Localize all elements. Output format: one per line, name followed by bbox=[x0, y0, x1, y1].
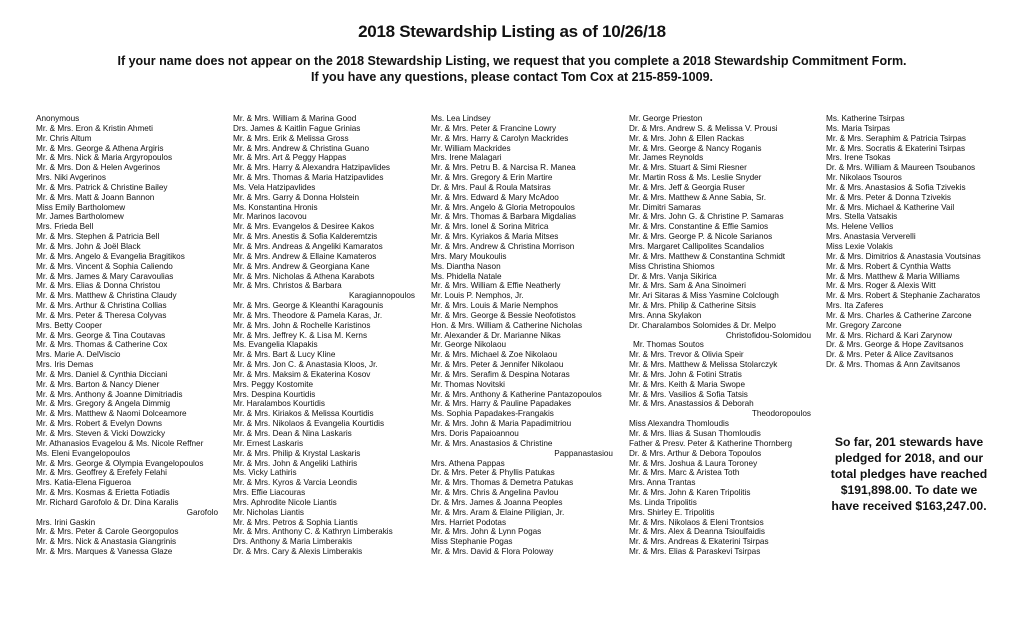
steward-column-3 bbox=[431, 114, 627, 557]
steward-column-2 bbox=[233, 114, 429, 557]
steward-name: Mrs. Stella Vatsakis bbox=[826, 212, 898, 222]
steward-name: Mr. & Mrs. Matthew & Naomi Dolceamore bbox=[36, 409, 187, 419]
steward-name: Mr. Nicholas Liantis bbox=[233, 507, 304, 517]
steward-name: Dr. & Mrs. Cary & Alexis Limberakis bbox=[233, 547, 363, 557]
steward-name: Mr. & Mrs. Nick & Maria Argyropoulos bbox=[36, 153, 173, 163]
steward-name: Mr. Ernest Laskaris bbox=[233, 438, 304, 448]
steward-name: Mr. & Mrs. Bart & Lucy Kline bbox=[233, 350, 336, 360]
steward-name: Mrs. Anastasia Ververelli bbox=[826, 232, 916, 242]
summary-line-4: $191,898.00. To date we bbox=[840, 483, 978, 497]
steward-name: Mr. & Mrs. George & Nancy Roganis bbox=[629, 143, 762, 153]
steward-name: Mrs. Anna Skylakon bbox=[629, 310, 702, 320]
steward-name: Ms. Eleni Evangelopoulos bbox=[36, 448, 131, 458]
intro-line-2: If you have any questions, please contact Tom Cox at 215-859-1009. bbox=[311, 70, 713, 84]
steward-name: Mr. & Mrs. Don & Helen Avgerinos bbox=[36, 163, 161, 173]
steward-name: Mrs. Anna Trantas bbox=[629, 478, 696, 488]
steward-name: Mr. & Mrs. George P. & Nicole Sarianos bbox=[629, 232, 773, 242]
steward-name: Mr. & Mrs. Robert & Stephanie Zacharatos bbox=[826, 291, 981, 301]
steward-name: Dr. & Mrs. James & Joanna Peoples bbox=[431, 497, 563, 507]
steward-name: Mr. & Mrs. Steven & Vicki Dowzicky bbox=[36, 429, 166, 438]
steward-name: Mr. & Mrs. Kyriakos & Maria Mitses bbox=[431, 232, 559, 242]
steward-name: Mrs. Effie Liacouras bbox=[233, 488, 306, 498]
steward-name: Mr. & Mrs. Edward & Mary McAdoo bbox=[431, 192, 559, 202]
steward-name: Mr. & Mrs. Philip & Krystal Laskaris bbox=[233, 448, 361, 458]
steward-name: Mr. & Mrs. Evangelos & Desiree Kakos bbox=[233, 222, 375, 232]
steward-name: Mr. & Mrs. John & Rochelle Karistinos bbox=[233, 320, 371, 330]
steward-name: Hon. & Mrs. William & Catherine Nicholas bbox=[431, 320, 583, 330]
steward-name: Mr. & Mrs. Stephen & Patricia Bell bbox=[36, 232, 160, 242]
steward-name: Mr. & Mrs. Maksim & Ekaterina Kosov bbox=[233, 369, 371, 379]
steward-name: Mr. & Mrs. Keith & Maria Swope bbox=[629, 379, 746, 389]
steward-name: Mr. & Mrs. Andrew & Ellaine Kamateros bbox=[233, 251, 377, 261]
steward-name: Mr. & Mrs. Peter & Theresa Colyvas bbox=[36, 310, 167, 320]
steward-name: Mr. & Mrs. Anastasios & Christine bbox=[431, 438, 553, 448]
steward-name: Mr. & Mrs. Elias & Paraskevi Tsirpas bbox=[629, 547, 761, 557]
steward-name: Mr. Dimitri Samaras bbox=[629, 202, 701, 212]
intro-line-1: If your name does not appear on the 2018 Stewardship Listing, we request that you complete a 2018 Stewardship Commitment Form. bbox=[117, 54, 907, 68]
steward-name: Mr. & Mrs. Christos & Barbara bbox=[233, 281, 342, 291]
steward-name: Dr. & Mrs. Vanja Sikirica bbox=[629, 271, 717, 281]
steward-name: Dr. Charalambos Solomides & Dr. Melpo bbox=[629, 320, 776, 330]
steward-name: Mr. & Mrs. Matthew & Christina Claudy bbox=[36, 291, 177, 301]
intro-text bbox=[0, 53, 1024, 85]
page-title: 2018 Stewardship Listing as of 10/26/18 bbox=[358, 22, 666, 41]
steward-name: Mr. Nikolaos Tsouros bbox=[826, 173, 902, 183]
steward-name: Mr. Thomas Novitski bbox=[431, 379, 506, 389]
steward-name: Mrs. Harriet Podotas bbox=[431, 517, 507, 527]
steward-name: Dr. & Mrs. Paul & Roula Matsiras bbox=[431, 182, 551, 192]
steward-name: Mrs. Athena Pappas bbox=[431, 458, 505, 468]
steward-name: Ms. Lea Lindsey bbox=[431, 114, 491, 123]
steward-name: Mr. & Mrs. William & Effie Neatherly bbox=[431, 281, 561, 291]
steward-name: Mr. & Mrs. Eron & Kristin Ahmeti bbox=[36, 123, 153, 133]
steward-name: Mr. & Mrs. George & Kleanthi Karagounis bbox=[233, 301, 384, 311]
steward-name: Dr. & Mrs. Arthur & Debora Topoulos bbox=[629, 448, 762, 458]
steward-name: Mr. Gregory Zarcone bbox=[826, 320, 902, 330]
steward-name: Mr. & Mrs. Constantine & Effie Samios bbox=[629, 222, 769, 232]
steward-name: Mr. & Mrs. Vincent & Sophia Caliendo bbox=[36, 261, 173, 271]
steward-name: Drs. Anthony & Maria Limberakis bbox=[233, 537, 353, 547]
steward-name: Ms. Helene Vellios bbox=[826, 222, 894, 232]
steward-name: Dr. & Mrs. Peter & Alice Zavitsanos bbox=[826, 350, 954, 360]
steward-name: Mrs. Peggy Kostomite bbox=[233, 379, 314, 389]
steward-name: Miss Emily Bartholomew bbox=[36, 202, 126, 212]
steward-name: Mr. & Mrs. Socratis & Ekaterini Tsirpas bbox=[826, 143, 966, 153]
summary-line-3: total pledges have reached bbox=[830, 467, 988, 481]
pledge-summary bbox=[826, 434, 992, 514]
steward-name: Mr. & Mrs. Jon C. & Anastasia Kloos, Jr. bbox=[233, 360, 378, 370]
steward-name: Mr. & Mrs. Harry & Carolyn Mackrides bbox=[431, 133, 569, 143]
steward-name: Ms. Vela Hatzipavlides bbox=[233, 182, 316, 192]
steward-name: Mr. & Mrs. Thomas & Maria Hatzipavlides bbox=[233, 173, 384, 183]
summary-line-5: have received $163,247.00. bbox=[831, 499, 987, 513]
steward-name: Mr. George Nikolaou bbox=[431, 340, 507, 350]
steward-name: Mr. James Bartholomew bbox=[36, 212, 124, 222]
steward-name: Ms. Maria Tsirpas bbox=[826, 123, 890, 133]
steward-name: Mr. & Mrs. Anastasios & Sofia Tzivekis bbox=[826, 182, 966, 192]
steward-name: Mr. & Mrs. William & Marina Good bbox=[233, 114, 357, 123]
steward-name: Mrs. Marie A. DelViscio bbox=[36, 350, 121, 360]
steward-name: Ms. Vicky Lathiris bbox=[233, 468, 297, 478]
steward-name: Dr. & Mrs. Peter & Phyllis Patukas bbox=[431, 468, 555, 478]
steward-name: Mr. & Mrs. Thomas & Barbara Migdalias bbox=[431, 212, 576, 222]
steward-name: Mr. & Mrs. Alex & Deanna Tsioulfaidis bbox=[629, 527, 765, 537]
steward-column-4 bbox=[629, 114, 825, 557]
steward-name: Mr. & Mrs. John & Karen Tripolitis bbox=[629, 488, 751, 498]
steward-name: Mrs. Irene Malagari bbox=[431, 153, 502, 163]
steward-name: Ms. Sophia Papadakes-Frangakis bbox=[431, 409, 554, 419]
steward-name: Mr. & Mrs. Roger & Alexis Witt bbox=[826, 281, 936, 291]
steward-name: Mrs. Katia-Elena Figueroa bbox=[36, 478, 132, 488]
steward-name: Mr. & Mrs. Ionel & Sorina Mitrica bbox=[431, 222, 549, 232]
steward-name: Mr. & Mrs. Peter & Carole Georgopulos bbox=[36, 527, 179, 537]
steward-name: Ms. Diantha Nason bbox=[431, 261, 501, 271]
steward-name: Mr. & Mrs. George & Tina Coutavas bbox=[36, 330, 166, 340]
steward-name: Miss Lexie Volakis bbox=[826, 241, 893, 251]
steward-name: Anonymous bbox=[36, 114, 80, 123]
steward-name: Mr. & Mrs. Harry & Pauline Papadakes bbox=[431, 399, 572, 409]
steward-name: Ms. Phidella Natale bbox=[431, 271, 502, 281]
steward-name: Mr. & Mrs. John & Lynn Pogas bbox=[431, 527, 542, 537]
steward-name: Mr. & Mrs. Trevor & Olivia Speir bbox=[629, 350, 744, 360]
steward-name-continuation: Pappanastasiou bbox=[554, 448, 613, 458]
steward-name: Mr. & Mrs. Serafim & Despina Notaras bbox=[431, 369, 570, 379]
steward-name: Dr. & Mrs. William & Maureen Tsoubanos bbox=[826, 163, 976, 173]
steward-name: Mrs. Margaret Callipolites Scandalios bbox=[629, 241, 765, 251]
steward-name: Mr. & Mrs. Dean & Nina Laskaris bbox=[233, 429, 352, 438]
steward-name: Mr. George Prieston bbox=[629, 114, 703, 123]
steward-name-continuation: Karagiannopoulos bbox=[348, 291, 415, 301]
steward-name: Mr. & Mrs. Anestis & Sofia Kalderemtzis bbox=[233, 232, 378, 242]
steward-name: Mr. & Mrs. Kyros & Varcia Leondis bbox=[233, 478, 358, 488]
steward-name: Mr. & Mrs. George & Bessie Neofotistos bbox=[431, 310, 576, 320]
steward-name: Mr. & Mrs. Matthew & Melissa Stolarczyk bbox=[629, 360, 778, 370]
steward-name: Mr. & Mrs. Anthony C. & Kathryn Limberakis bbox=[233, 527, 393, 537]
steward-name: Mr. Thomas Soutos bbox=[633, 340, 704, 350]
steward-name: Mr. & Mrs. Anastassios & Deborah bbox=[629, 399, 754, 409]
steward-name-continuation: Theodoropoulos bbox=[751, 409, 811, 419]
steward-column-1 bbox=[36, 114, 232, 557]
steward-name: Mr. & Mrs. John & Joël Black bbox=[36, 241, 141, 251]
steward-name: Mrs. Doris Papaioannou bbox=[431, 429, 519, 438]
steward-name: Mrs. Irini Gaskin bbox=[36, 517, 96, 527]
steward-name: Mr. & Mrs. Stuart & Simi Riesner bbox=[629, 163, 747, 173]
steward-name: Mrs. Iris Demas bbox=[36, 360, 94, 370]
steward-name: Mrs. Shirley E. Tripolitis bbox=[629, 507, 715, 517]
steward-name: Mr. & Mrs. John & Maria Papadimitriou bbox=[431, 419, 572, 429]
steward-name: Mr. Louis P. Nemphos, Jr. bbox=[431, 291, 524, 301]
steward-name: Mr. & Mrs. Geoffrey & Erefely Felahi bbox=[36, 468, 167, 478]
steward-name: Mr. & Mrs. Thomas & Catherine Cox bbox=[36, 340, 168, 350]
steward-name: Mr. Richard Garofolo & Dr. Dina Karalis bbox=[36, 497, 179, 507]
steward-name: Mr. Ari Sitaras & Miss Yasmine Colclough bbox=[629, 291, 779, 301]
steward-name: Mrs. Niki Avgerinos bbox=[36, 173, 106, 183]
steward-name: Mr. & Mrs. Robert & Evelyn Downs bbox=[36, 419, 163, 429]
steward-name: Mr. & Mrs. Matthew & Maria Williams bbox=[826, 271, 960, 281]
steward-name: Mr. & Mrs. Andreas & Ekaterini Tsirpas bbox=[629, 537, 769, 547]
steward-name: Mrs. Frieda Bell bbox=[36, 222, 94, 232]
steward-name: Mr. & Mrs. Garry & Donna Holstein bbox=[233, 192, 360, 202]
steward-name: Mr. & Mrs. Erik & Melissa Gross bbox=[233, 133, 349, 143]
steward-name: Mr. & Mrs. Petru B. & Narcisa R. Manea bbox=[431, 163, 576, 173]
summary-line-1: So far, 201 stewards have bbox=[834, 435, 984, 449]
steward-name: Mr. & Mrs. George & Olympia Evangelopoulos bbox=[36, 458, 204, 468]
steward-name: Mr. & Mrs. Michael & Zoe Nikolaou bbox=[431, 350, 558, 360]
steward-name: Mr. William Mackrides bbox=[431, 143, 511, 153]
steward-name: Mr. Haralambos Kourtidis bbox=[233, 399, 325, 409]
steward-name: Mr. & Mrs. Andreas & Angeliki Kamaratos bbox=[233, 241, 383, 251]
steward-name: Mr. & Mrs. Aram & Elaine Piligian, Jr. bbox=[431, 507, 565, 517]
steward-name: Mr. Martin Ross & Ms. Leslie Snyder bbox=[629, 173, 762, 183]
steward-name: Mr. & Mrs. Peter & Jennifer Nikolaou bbox=[431, 360, 564, 370]
steward-name: Mr. & Mrs. Marques & Vanessa Glaze bbox=[36, 547, 173, 557]
steward-name: Mr. & Mrs. Gregory & Erin Martire bbox=[431, 173, 553, 183]
steward-name: Mr. Marinos Iacovou bbox=[233, 212, 307, 222]
steward-name: Mr. & Mrs. Philip & Catherine Sitsis bbox=[629, 301, 756, 311]
steward-name: Mr. & Mrs. Sam & Ana Sinoimeri bbox=[629, 281, 746, 291]
steward-name: Mr. & Mrs. Peter & Francine Lowry bbox=[431, 123, 557, 133]
steward-name: Mr. & Mrs. Jeff & Georgia Ruser bbox=[629, 182, 745, 192]
steward-name: Drs. James & Kaitlin Fague Grinias bbox=[233, 123, 361, 133]
steward-name: Mr. & Mrs. Joshua & Laura Toroney bbox=[629, 458, 758, 468]
steward-name: Mrs. Betty Cooper bbox=[36, 320, 102, 330]
steward-name: Mr. & Mrs. Angelo & Evangelia Bragitikos bbox=[36, 251, 185, 261]
steward-name: Mrs. Ita Zaferes bbox=[826, 301, 884, 311]
steward-name: Mr. & Mrs. Art & Peggy Happas bbox=[233, 153, 347, 163]
steward-name: Mr. & Mrs. Daniel & Cynthia Dicciani bbox=[36, 369, 168, 379]
steward-name: Mr. & Mrs. Marc & Aristea Toth bbox=[629, 468, 740, 478]
steward-name: Mr. & Mrs. Matthew & Constantina Schmidt bbox=[629, 251, 786, 261]
steward-name: Mr. & Mrs. Angelo & Gloria Metropoulos bbox=[431, 202, 575, 212]
steward-name: Mr. & Mrs. Kiriakos & Melissa Kourtidis bbox=[233, 409, 374, 419]
steward-name: Mr. James Reynolds bbox=[629, 153, 704, 163]
steward-name: Mr. & Mrs. Andrew & Christina Guano bbox=[233, 143, 370, 153]
steward-name: Mr. & Mrs. Charles & Catherine Zarcone bbox=[826, 310, 972, 320]
steward-name: Mr. & Mrs. Anthony & Katherine Pantazopoulos bbox=[431, 389, 602, 399]
steward-name: Dr. & Mrs. Andrew S. & Melissa V. Prousi bbox=[629, 123, 778, 133]
steward-name: Ms. Katherine Tsirpas bbox=[826, 114, 905, 123]
steward-name: Miss Christina Shiomos bbox=[629, 261, 715, 271]
steward-name: Mrs. Despina Kourtidis bbox=[233, 389, 316, 399]
steward-name: Mr. & Mrs. John & Angeliki Lathiris bbox=[233, 458, 358, 468]
steward-name: Mr. & Mrs. Nikolaos & Evangelia Kourtidis bbox=[233, 419, 385, 429]
steward-name: Mr. & Mrs. John & Ellen Rackas bbox=[629, 133, 745, 143]
steward-name: Mr. Alexander & Dr. Marianne Nikas bbox=[431, 330, 561, 340]
steward-name: Mr. & Mrs. Patrick & Christine Bailey bbox=[36, 182, 168, 192]
steward-name: Mr. & Mrs. James & Mary Caravoulias bbox=[36, 271, 174, 281]
steward-name: Ms. Linda Tripolitis bbox=[629, 497, 697, 507]
steward-name: Mr. & Mrs. Nick & Anastasia Giangrinis bbox=[36, 537, 177, 547]
steward-name: Mr. & Mrs. Matt & Joann Bannon bbox=[36, 192, 155, 202]
steward-name: Mr. Athanasios Evagelou & Ms. Nicole Reffner bbox=[36, 438, 204, 448]
steward-name: Dr. & Mrs. George & Hope Zavitsanos bbox=[826, 340, 964, 350]
steward-name: Father & Presv. Peter & Katherine Thornberg bbox=[629, 438, 793, 448]
steward-name: Mr. & Mrs. John G. & Christine P. Samaras bbox=[629, 212, 784, 222]
steward-name: Dr. & Mrs. Thomas & Ann Zavitsanos bbox=[826, 360, 961, 370]
steward-name: Mr. & Mrs. Robert & Cynthia Watts bbox=[826, 261, 951, 271]
steward-name: Mr. & Mrs. Andrew & Georgiana Kane bbox=[233, 261, 370, 271]
steward-name: Ms. Evangelia Klapakis bbox=[233, 340, 318, 350]
steward-name: Mr. & Mrs. Peter & Donna Tzivekis bbox=[826, 192, 951, 202]
steward-name: Mr. & Mrs. Harry & Alexandra Hatzipavlides bbox=[233, 163, 390, 173]
steward-name: Mrs. Irene Tsokas bbox=[826, 153, 891, 163]
steward-name: Mr. & Mrs. Vasilios & Sofia Tatsis bbox=[629, 389, 748, 399]
steward-name: Mr. & Mrs. Michael & Katherine Vail bbox=[826, 202, 955, 212]
steward-name: Mr. & Mrs. Andrew & Christina Morrison bbox=[431, 241, 575, 251]
steward-column-5 bbox=[826, 114, 1022, 370]
steward-name: Mr. & Mrs. Richard & Kari Zarynow bbox=[826, 330, 953, 340]
steward-name: Mr. & Mrs. Louis & Marie Nemphos bbox=[431, 301, 558, 311]
steward-name: Mr. & Mrs. Anthony & Joanne Dimitriadis bbox=[36, 389, 183, 399]
steward-name: Mr. & Mrs. David & Flora Poloway bbox=[431, 547, 554, 557]
steward-name: Mr. & Mrs. Dimitrios & Anastasia Voutsinas bbox=[826, 251, 981, 261]
steward-name: Ms. Konstantina Hronis bbox=[233, 202, 318, 212]
steward-name: Mr. & Mrs. Nikolaos & Eleni Trontsios bbox=[629, 517, 764, 527]
steward-name-continuation: Christofidou-Solomidou bbox=[725, 330, 811, 340]
steward-name: Mr. & Mrs. Arthur & Christina Collias bbox=[36, 301, 167, 311]
steward-name: Miss Alexandra Thomloudis bbox=[629, 419, 729, 429]
steward-name: Mr. & Mrs. Ilias & Susan Thomloudis bbox=[629, 429, 761, 438]
summary-line-2: pledged for 2018, and our bbox=[834, 451, 984, 465]
steward-name: Mrs. Mary Moukoulis bbox=[431, 251, 507, 261]
steward-name: Mr. & Mrs. Gregory & Angela Dimmig bbox=[36, 399, 171, 409]
steward-name: Mr. & Mrs. Matthew & Anne Sabia, Sr. bbox=[629, 192, 766, 202]
steward-name: Mrs. Aphrodite Nicole Liantis bbox=[233, 497, 337, 507]
steward-name: Mr. & Mrs. Chris & Angelina Pavlou bbox=[431, 488, 559, 498]
steward-name: Mr. & Mrs. Barton & Nancy Diener bbox=[36, 379, 160, 389]
steward-name: Mr. & Mrs. Petros & Sophia Liantis bbox=[233, 517, 358, 527]
steward-name: Miss Stephanie Pogas bbox=[431, 537, 513, 547]
steward-name: Mr. Chris Altum bbox=[36, 133, 92, 143]
steward-name: Mr. & Mrs. Nicholas & Athena Karabots bbox=[233, 271, 375, 281]
steward-name: Mr. & Mrs. Thomas & Demetra Patukas bbox=[431, 478, 574, 488]
steward-name: Mr. & Mrs. Kosmas & Erietta Fotiadis bbox=[36, 488, 170, 498]
steward-name: Mr. & Mrs. Elias & Donna Christou bbox=[36, 281, 161, 291]
steward-name: Mr. & Mrs. Jeffrey K. & Lisa M. Kerns bbox=[233, 330, 368, 340]
steward-name: Mr. & Mrs. George & Athena Argiris bbox=[36, 143, 164, 153]
steward-name: Mr. & Mrs. Seraphim & Patricia Tsirpas bbox=[826, 133, 966, 143]
steward-name-continuation: Garofolo bbox=[186, 507, 218, 517]
steward-name: Mr. & Mrs. Theodore & Pamela Karas, Jr. bbox=[233, 310, 383, 320]
steward-name: Mr. & Mrs. John & Fotini Stratis bbox=[629, 369, 742, 379]
